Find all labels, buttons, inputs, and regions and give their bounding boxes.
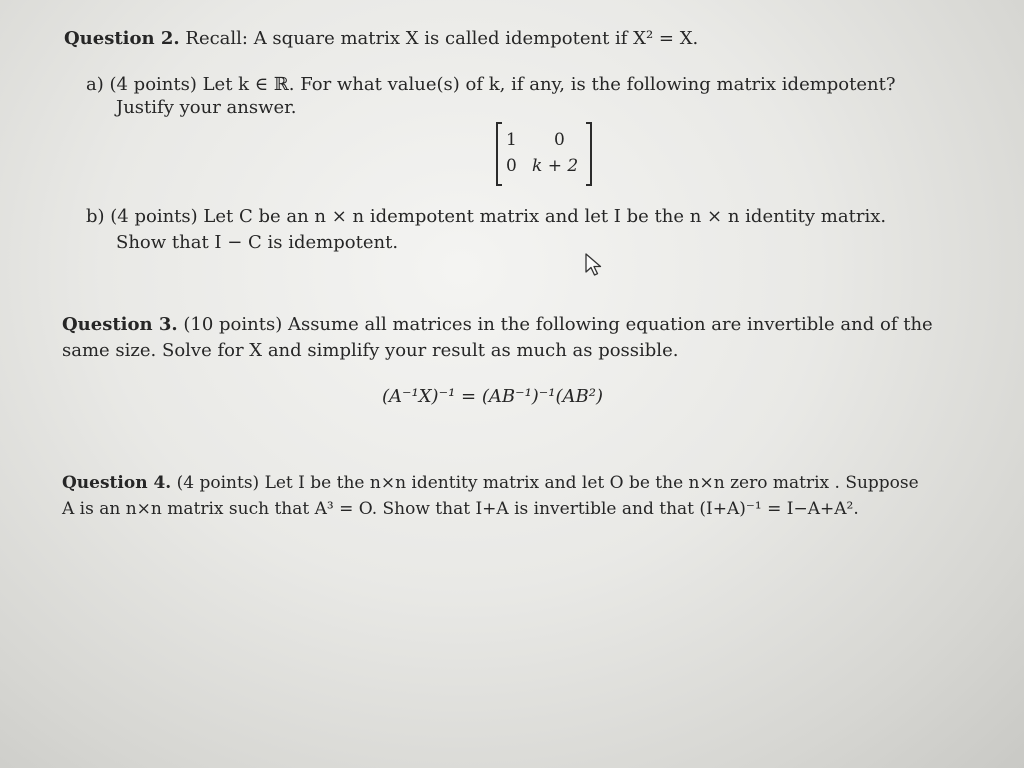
- question-3-text: (10 points) Assume all matrices in the following equation are invertible and of the: [183, 314, 933, 335]
- question-3-heading: Question 3.: [62, 314, 178, 335]
- question-3-equation: (A⁻¹X)⁻¹ = (AB⁻¹)⁻¹(AB²): [382, 386, 604, 407]
- question-3-line1: [62, 314, 933, 336]
- question-2-heading: Question 2.: [64, 28, 180, 49]
- matrix-cell-r2c2: k + 2: [532, 156, 579, 176]
- matrix-cell-r2c1: 0: [506, 156, 517, 176]
- mouse-pointer-icon: [584, 252, 606, 278]
- question-3-line2: same size. Solve for X and simplify your result as much as possible.: [62, 340, 679, 361]
- matrix-k: [496, 122, 592, 186]
- question-2a-text: a) (4 points) Let k ∈ ℝ. For what value(s) of k, if any, is the following matrix idempotent?: [86, 74, 896, 95]
- question-4-line2: A is an n×n matrix such that A³ = O. Show that I+A is invertible and that (I+A)⁻¹ = I−A+A².: [62, 499, 859, 519]
- question-2-text: Recall: A square matrix X is called idempotent if X² = X.: [185, 28, 699, 49]
- matrix-cell-r1c1: 1: [506, 130, 517, 150]
- question-4-text: (4 points) Let I be the n×n identity matrix and let O be the n×n zero matrix . Suppose: [176, 473, 919, 493]
- question-2b-text: b) (4 points) Let C be an n × n idempotent matrix and let I be the n × n identity matrix.: [86, 206, 887, 227]
- matrix-right-bracket: [586, 122, 592, 186]
- question-2-intro: [64, 28, 698, 50]
- matrix-left-bracket: [496, 122, 502, 186]
- question-4-heading: Question 4.: [62, 473, 172, 493]
- question-2a-justify: Justify your answer.: [116, 97, 297, 118]
- question-2b-show: Show that I − C is idempotent.: [116, 232, 399, 253]
- matrix-cell-r1c2: 0: [554, 130, 565, 150]
- question-4-line1: [62, 472, 919, 494]
